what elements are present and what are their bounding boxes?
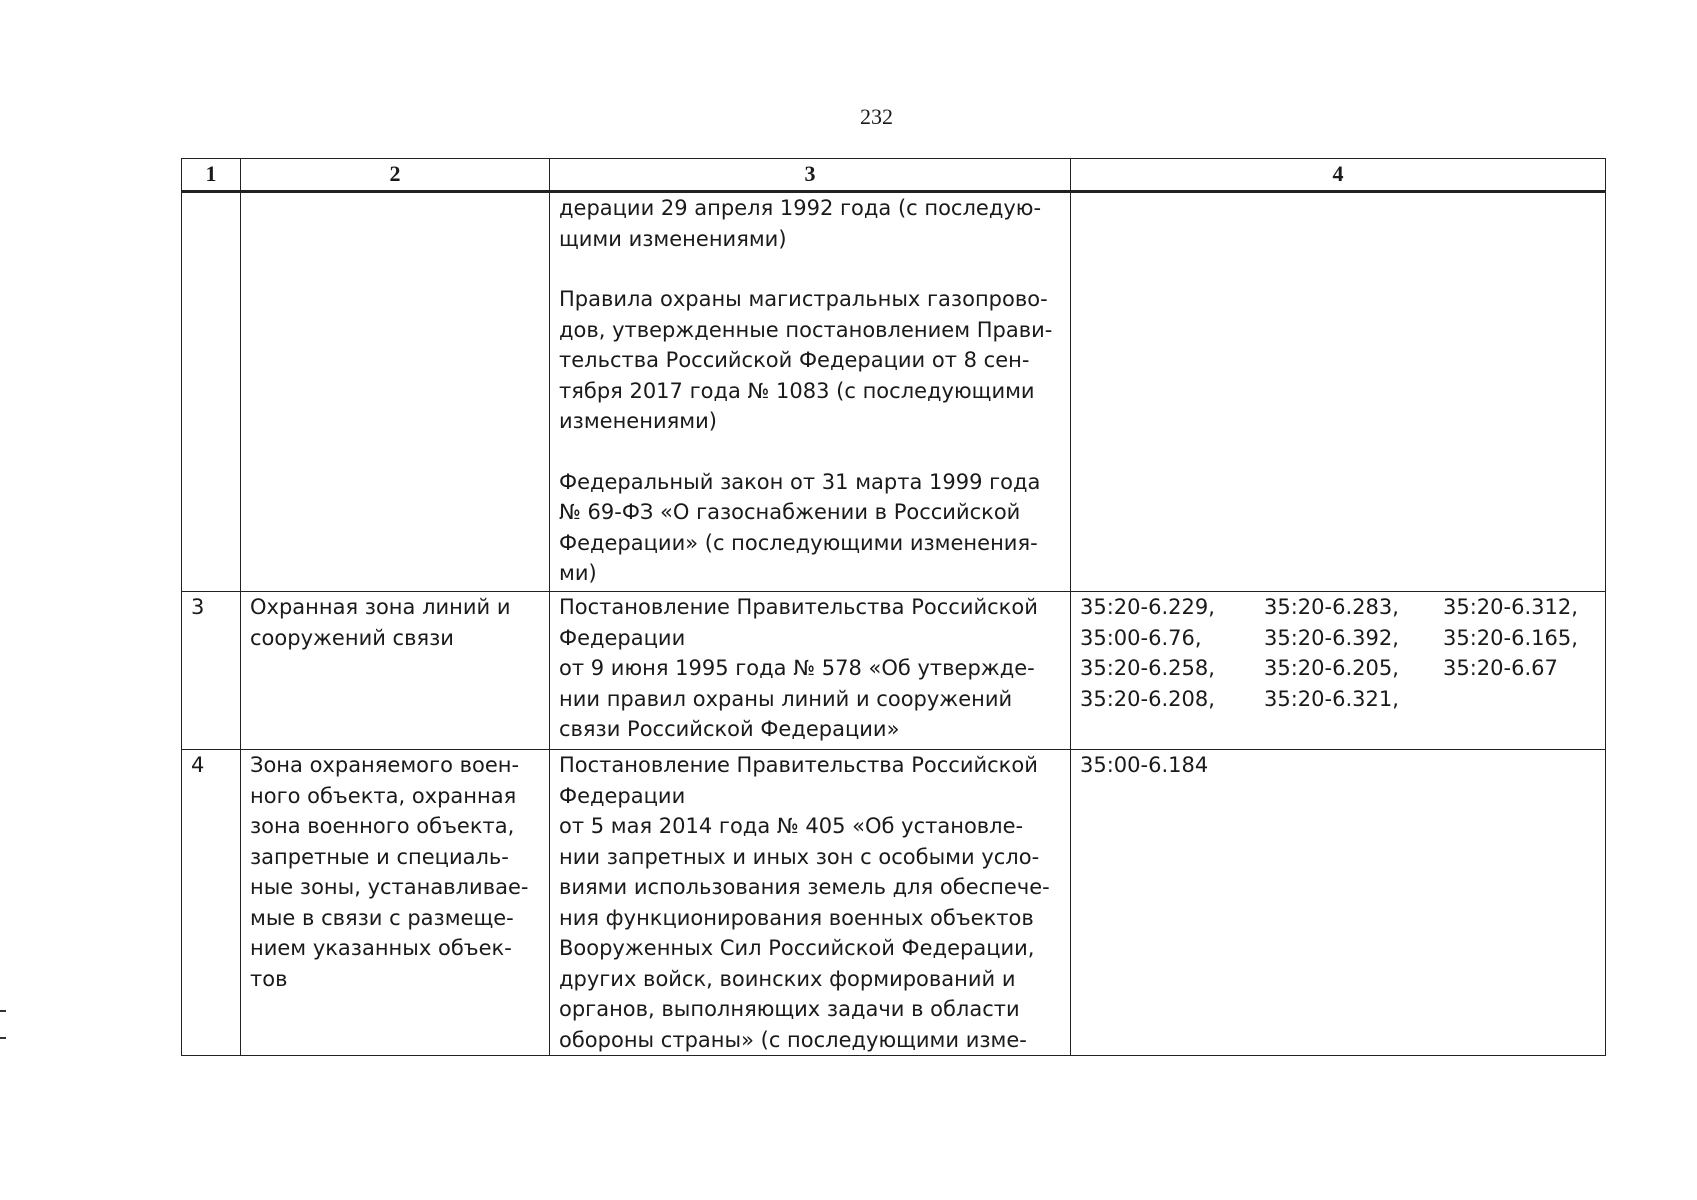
cadastral-code: 35:00-6.184 bbox=[1080, 753, 1209, 777]
cell-codes bbox=[1071, 750, 1606, 1056]
cadastral-code: 35:20-6.321, bbox=[1264, 686, 1399, 711]
cell-document bbox=[550, 192, 1071, 592]
cadastral-code: 35:20-6.392, bbox=[1264, 625, 1399, 650]
cadastral-code: 35:20-6.205, bbox=[1264, 656, 1399, 680]
header-col-4: 4 bbox=[1071, 159, 1606, 192]
header-col-3: 3 bbox=[550, 159, 1071, 192]
cadastral-code: 35:20-6.208, bbox=[1080, 686, 1215, 711]
page-number: 232 bbox=[860, 104, 893, 129]
cell-zone bbox=[241, 192, 550, 592]
cell-codes bbox=[1071, 192, 1606, 592]
margin-tick bbox=[0, 1037, 6, 1039]
header-col-1: 1 bbox=[182, 159, 241, 192]
cell-zone bbox=[241, 592, 550, 750]
document-text: Постановление Правительства Российской Федерации от 5 мая 2014 года № 405 «Об установле- нии запретных и иных зон с особыми усло- виями использования земель для обеспече- ния функционирования военных объектов Вооруженных Сил Российской Федерации, других войск, воинских формирований и органов, выполняющих задачи в области обороны страны» (с последующими изме- bbox=[559, 753, 1050, 1052]
table-row-continuation bbox=[182, 192, 1606, 592]
cadastral-codes bbox=[1080, 750, 1597, 781]
margin-tick bbox=[0, 1010, 6, 1012]
document-paragraph: дерации 29 апреля 1992 года (с последую- щими изменениями) bbox=[559, 196, 1042, 251]
cadastral-code: 35:20-6.312, bbox=[1443, 595, 1578, 619]
cadastral-code: 35:20-6.67 bbox=[1443, 656, 1558, 680]
zone-name: Охранная зона линий и сооружений связи bbox=[250, 595, 511, 650]
cell-zone bbox=[241, 750, 550, 1056]
document-paragraph: Федеральный закон от 31 марта 1999 года № 69-ФЗ «О газоснабжении в Российской Федерации» (с последующими изменения- ми) bbox=[559, 469, 1041, 585]
cadastral-code bbox=[1443, 684, 1597, 715]
cell-document bbox=[550, 750, 1071, 1056]
cadastral-code: 35:20-6.283, bbox=[1264, 595, 1399, 619]
cadastral-codes bbox=[1080, 592, 1597, 714]
cell-number bbox=[182, 192, 241, 592]
header-col-2: 2 bbox=[241, 159, 550, 192]
cell-number: 4 bbox=[182, 750, 241, 1056]
zone-name: Зона охраняемого воен- ного объекта, охранная зона военного объекта, запретные и специаль- ные зоны, устанавливае- мые в связи с размеще- нием указанных объек- тов bbox=[250, 753, 529, 991]
table-row bbox=[182, 592, 1606, 750]
cadastral-code: 35:20-6.165, bbox=[1443, 625, 1578, 650]
cell-document bbox=[550, 592, 1071, 750]
cell-codes bbox=[1071, 592, 1606, 750]
cadastral-code: 35:00-6.76, bbox=[1080, 625, 1202, 650]
cadastral-code: 35:20-6.229, bbox=[1080, 595, 1215, 619]
document-text: Постановление Правительства Российской Федерации от 9 июня 1995 года № 578 «Об утвержде- нии правил охраны линий и сооружений связи Российской Федерации» bbox=[559, 595, 1038, 741]
header-row bbox=[182, 159, 1606, 192]
zones-table bbox=[181, 158, 1606, 1056]
cell-number: 3 bbox=[182, 592, 241, 750]
table-row bbox=[182, 750, 1606, 1056]
document-paragraph: Правила охраны магистральных газопрово- дов, утвержденные постановлением Прави- тельства Российской Федерации от 8 сен- тября 2017 года № 1083 (с последующими изменениями) bbox=[559, 287, 1053, 433]
cadastral-code: 35:20-6.258, bbox=[1080, 656, 1215, 680]
